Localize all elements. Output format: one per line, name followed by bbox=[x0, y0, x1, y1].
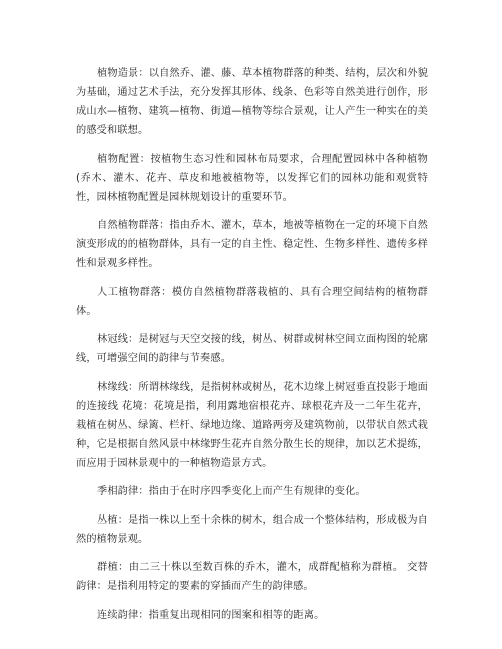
document-page bbox=[76, 64, 428, 634]
paragraph-cluster-planting: 丛植：是指一株以上至十余株的树木，组合成一个整体结构，形成极为自然的植物景观。 bbox=[76, 514, 428, 545]
paragraph-plant-landscaping: 植物造景：以自然乔、灌、藤、草本植物群落的种类、结构，层次和外貌为基础，通过艺术手法，充分发挥其形体、线条、色彩等自然美进行创作，形成山水—植物、建筑—植物、街道—植物等综合景观，让人产生一种实在的美的感受和联想。 bbox=[76, 68, 428, 136]
paragraph-plant-configuration: 植物配置：按植物生态习性和园林布局要求，合理配置园林中各种植物(乔木、灌木、花卉、草皮和地被植物等，以发挥它们的园林功能和观赏特性，园林植物配置是园林规划设计的重要环节。 bbox=[76, 153, 428, 203]
paragraph-continuous-rhythm: 连续韵律：指重复出现相同的图案和相等的距离。 bbox=[97, 609, 325, 621]
paragraph-artificial-plant-community: 人工植物群落：模仿自然植物群落栽植的、具有合理空间结构的植物群体。 bbox=[76, 286, 428, 317]
paragraph-group-planting: 群植：由二三十株以至数百株的乔木，灌木，成群配植称为群植。 交替韵律：是指利用特定的要素的穿插而产生的韵律感。 bbox=[76, 562, 428, 592]
paragraph-forest-edge-line: 林缘线：所谓林缘线，是指树林或树丛，花木边缘上树冠垂直投影于地面的连接线 花境：花境是指，利用露地宿根花卉、球根花卉及一二年生花卉，栽植在树丛、绿篱、栏杆、绿地边缘、道路两旁及建筑物前，以带状自然式栽种，它是根据自然风景中林缘野生花卉自然分散生长的规律，加以艺术提练，而应用于园林景观中的一种植物造景方式。 bbox=[76, 381, 428, 469]
paragraph-canopy-line: 林冠线：是树冠与天空交接的线，树丛、树群或树林空间立面构图的轮廓线，可增强空间的韵律与节奏感。 bbox=[76, 334, 428, 364]
paragraph-seasonal-rhythm: 季相韵律：指由于在时序四季变化上而产生有规律的变化。 bbox=[97, 486, 366, 497]
paragraph-natural-plant-community: 自然植物群落：指由乔木、灌木，草本，地被等植物在一定的环境下自然演变形成的的植物群体，具有一定的自主性、稳定性、生物多样性、遗传多样性和景观多样性。 bbox=[76, 220, 428, 269]
